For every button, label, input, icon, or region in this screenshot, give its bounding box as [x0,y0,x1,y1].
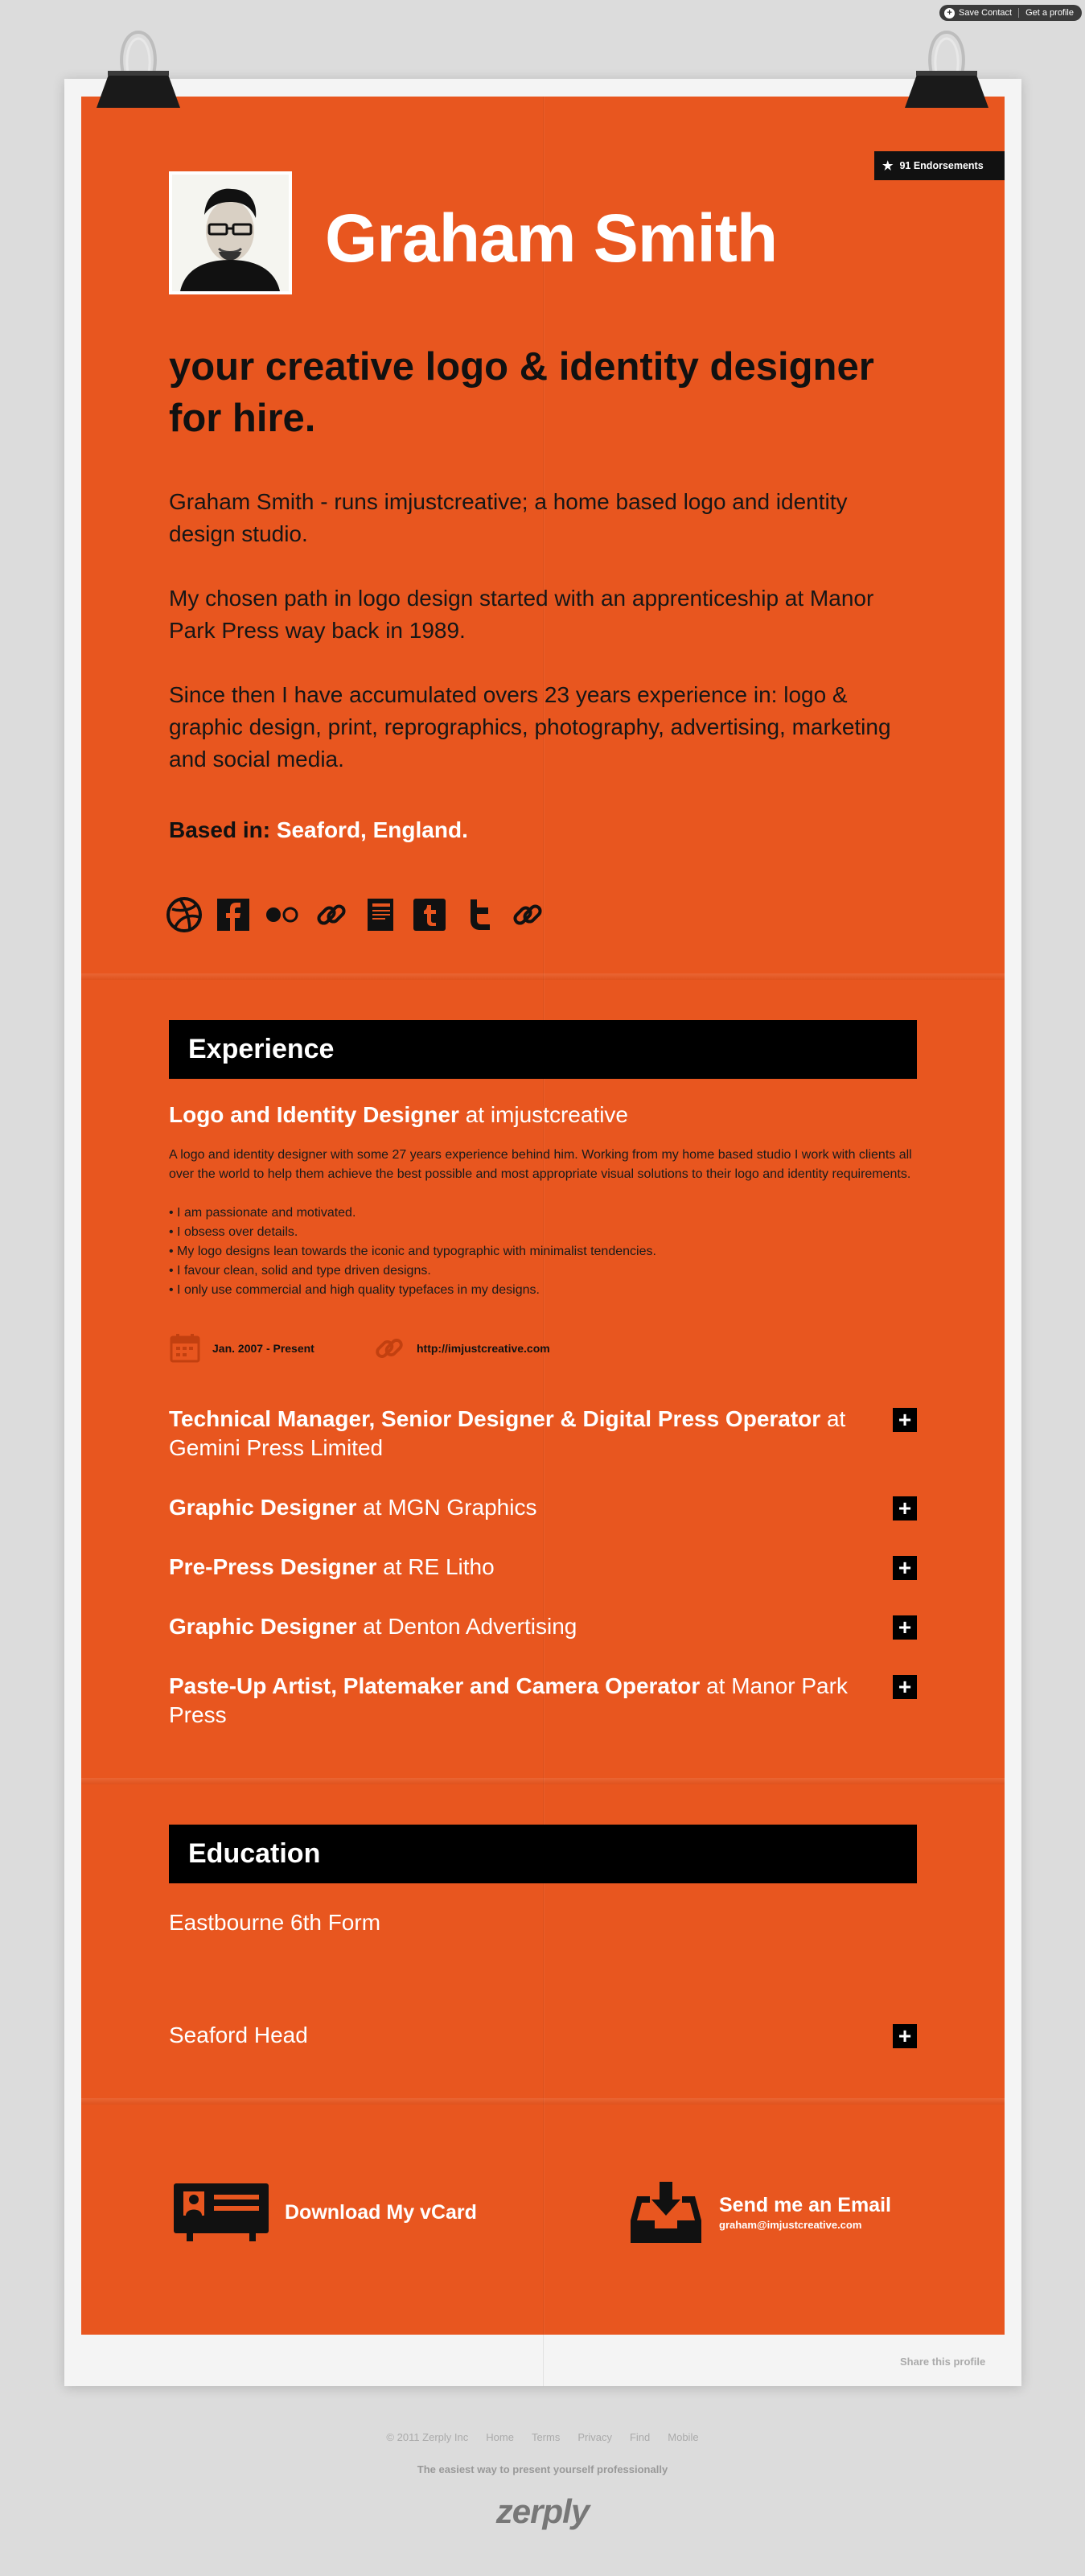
job-url[interactable]: http://imjustcreative.com [417,1342,550,1355]
job-company: at Denton Advertising [363,1614,577,1639]
expand-icon[interactable]: + [893,1675,917,1699]
job-meta [169,1332,917,1364]
education-heading: Education [169,1825,917,1883]
fold-line [81,1778,1005,1784]
footer-links [0,2431,1085,2443]
job-company: at RE Litho [383,1554,495,1579]
vcard-icon [172,2182,270,2243]
tumblr-icon[interactable] [409,895,450,935]
job-role: Graphic Designer [169,1495,357,1520]
based-period: . [462,817,468,842]
based-label: Based in: [169,817,271,842]
job-bullet: • I favour clean, solid and type driven designs. [169,1264,431,1278]
job-dates: Jan. 2007 - Present [212,1342,314,1355]
link-icon[interactable] [311,895,351,935]
zerply-logo[interactable]: zerply [495,2492,590,2530]
job-bullet: • I am passionate and motivated. [169,1206,356,1220]
flickr-icon[interactable] [262,895,302,935]
experience-heading: Experience [169,1020,917,1079]
vcard-label: Download My vCard [285,2200,477,2224]
divider [1018,8,1019,18]
job-company: at imjustcreative [465,1102,628,1127]
inbox-download-icon [629,2180,703,2245]
book-icon[interactable] [360,895,401,935]
job-item[interactable] [169,1493,917,1522]
link-icon-2[interactable] [508,895,548,935]
school-name: Eastbourne 6th Form [169,1910,381,1935]
bio-paragraph: Graham Smith - runs imjustcreative; a home based logo and identity design studio. [169,489,848,546]
education-item[interactable] [169,1910,917,1936]
fold-line [81,2098,1005,2105]
share-profile-link[interactable]: Share this profile [900,2356,986,2368]
email-label: Send me an Email [719,2194,891,2216]
social-links [164,895,557,935]
expand-icon[interactable]: + [893,2024,917,2048]
download-vcard-button[interactable] [172,2182,477,2243]
job-company: at MGN Graphics [363,1495,537,1520]
job-company: at Gemini Press Limited [169,1406,846,1460]
endorsements-badge[interactable] [874,151,1005,180]
expand-icon[interactable]: + [893,1408,917,1432]
job-bullet: • I only use commercial and high quality typefaces in my designs. [169,1283,540,1297]
based-in [169,817,917,843]
twitter-icon[interactable] [458,895,499,935]
paper-fold [543,2335,544,2386]
footer-link-home[interactable]: Home [486,2431,514,2443]
binder-clip-icon [93,27,183,111]
expand-icon[interactable]: + [893,1615,917,1640]
based-location[interactable]: Seaford, England [276,817,462,842]
education-item[interactable] [169,2023,917,2048]
current-job-title[interactable] [169,1101,917,1130]
job-description-text: A logo and identity designer with some 27 years experience behind him. Working from my home based studio I work with clients all over the world to help them achieve the best possible and most appropriate visual solutions to their logo and identity requirements. [169,1148,912,1181]
job-item[interactable] [169,1612,917,1641]
tagline: your creative logo & identity designer for hire. [169,345,874,440]
topbar [939,5,1082,21]
star-icon: ★ [882,159,894,173]
job-item[interactable] [169,1672,917,1730]
bio-paragraph: Since then I have accumulated overs 23 years experience in: logo & graphic design, print, reprographics, photography, advertising, marketing and social media. [169,682,891,772]
job-bullet: • I obsess over details. [169,1225,298,1239]
avatar [169,171,292,294]
footer-slogan: The easiest way to present yourself professionally [417,2463,668,2475]
send-email-button[interactable] [629,2180,891,2245]
fold-line [81,973,1005,980]
expand-icon[interactable]: + [893,1496,917,1520]
job-company: at Manor Park Press [169,1673,848,1727]
endorsements-count: 91 Endorsements [899,160,984,171]
calendar-icon [169,1332,201,1364]
footer-link-mobile[interactable]: Mobile [668,2431,699,2443]
job-item[interactable] [169,1553,917,1582]
job-role: Logo and Identity Designer [169,1102,459,1127]
job-bullet: • My logo designs lean towards the iconic and typographic with minimalist tendencies. [169,1245,656,1258]
footer-link-terms[interactable]: Terms [531,2431,561,2443]
save-contact-link[interactable]: Save Contact [959,8,1013,18]
footer-link-privacy[interactable]: Privacy [577,2431,612,2443]
footer-link-find[interactable]: Find [629,2431,651,2443]
dribbble-icon[interactable] [164,895,204,935]
binder-clip-icon [902,27,992,111]
bio [169,486,917,808]
bio-paragraph: My chosen path in logo design started with an apprenticeship at Manor Park Press way back in 1989. [169,586,874,643]
job-role: Graphic Designer [169,1614,357,1639]
get-profile-link[interactable]: Get a profile [1025,8,1074,18]
job-item[interactable] [169,1405,917,1463]
job-role: Pre-Press Designer [169,1554,377,1579]
link-icon [373,1332,405,1364]
plus-circle-icon: + [944,8,955,19]
facebook-icon[interactable] [213,895,253,935]
job-description [169,1146,917,1300]
email-address: graham@imjustcreative.com [719,2219,862,2231]
job-role: Paste-Up Artist, Platemaker and Camera Operator [169,1673,701,1698]
expand-icon[interactable]: + [893,1556,917,1580]
school-name: Seaford Head [169,2023,308,2047]
profile-name: Graham Smith [325,200,778,276]
job-role: Technical Manager, Senior Designer & Digital Press Operator [169,1406,821,1431]
copyright: © 2011 Zerply Inc [386,2431,469,2443]
